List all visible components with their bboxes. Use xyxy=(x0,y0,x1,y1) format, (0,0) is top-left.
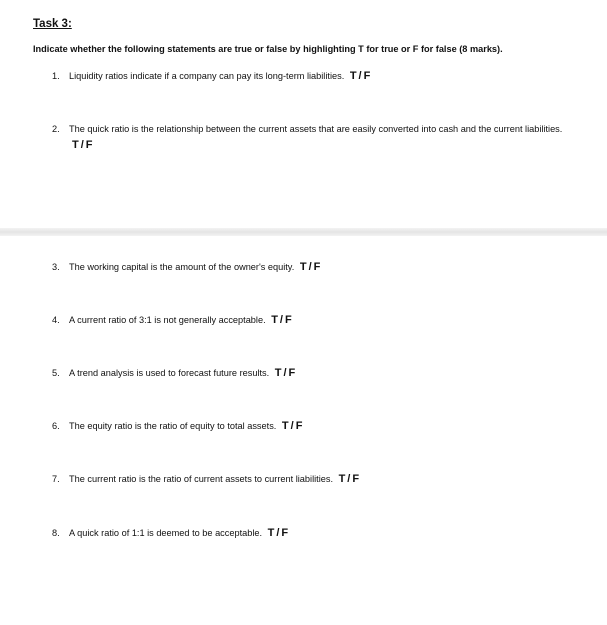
false-option[interactable]: F xyxy=(281,527,289,539)
false-option[interactable]: F xyxy=(288,367,296,379)
question-number: 6. xyxy=(52,421,60,431)
true-option[interactable]: T xyxy=(267,527,275,539)
choice-separator: / xyxy=(308,261,312,273)
question-7 xyxy=(52,471,582,487)
question-number: 7. xyxy=(52,474,60,484)
true-false-choice xyxy=(271,314,292,326)
question-4 xyxy=(52,312,582,328)
choice-separator: / xyxy=(358,70,362,82)
true-false-choice xyxy=(282,420,303,432)
true-option[interactable]: T xyxy=(274,367,282,379)
choice-separator: / xyxy=(276,527,280,539)
question-number: 5. xyxy=(52,368,60,378)
true-option[interactable]: T xyxy=(281,420,289,432)
true-false-choice xyxy=(350,70,371,82)
false-option[interactable]: F xyxy=(352,473,360,485)
true-option[interactable]: T xyxy=(271,314,278,326)
choice-separator: / xyxy=(290,420,294,432)
question-2 xyxy=(52,121,582,153)
choice-separator: / xyxy=(80,139,84,151)
question-1 xyxy=(52,68,582,84)
true-option[interactable]: T xyxy=(299,261,307,273)
document-page-1 xyxy=(0,0,607,228)
true-false-choice xyxy=(275,367,296,379)
question-number: 3. xyxy=(52,262,60,272)
question-8 xyxy=(52,525,582,541)
choice-separator: / xyxy=(283,367,287,379)
question-text: The equity ratio is the ratio of equity to total assets. xyxy=(69,421,277,431)
question-text: Liquidity ratios indicate if a company can pay its long-term liabilities. xyxy=(69,71,345,81)
true-false-choice xyxy=(300,261,321,273)
question-text: A quick ratio of 1:1 is deemed to be acceptable. xyxy=(69,528,263,538)
question-number: 1. xyxy=(52,71,60,81)
false-option[interactable]: F xyxy=(284,314,292,326)
question-3 xyxy=(52,259,582,275)
instruction-text: Indicate whether the following statements are true or false by highlighting T for true or F for false (8 marks). xyxy=(33,44,503,54)
true-false-choice xyxy=(72,139,93,151)
question-text: A current ratio of 3:1 is not generally acceptable. xyxy=(69,315,266,325)
document-page-2 xyxy=(0,236,607,625)
question-number: 2. xyxy=(52,124,60,134)
question-text: A trend analysis is used to forecast future results. xyxy=(69,368,270,378)
true-option[interactable]: T xyxy=(72,139,79,151)
true-false-choice xyxy=(339,473,360,485)
question-text: The working capital is the amount of the owner's equity. xyxy=(69,262,295,272)
task-title: Task 3: xyxy=(33,18,72,30)
false-option[interactable]: F xyxy=(363,70,371,82)
false-option[interactable]: F xyxy=(313,261,321,273)
question-number: 4. xyxy=(52,315,60,325)
true-option[interactable]: T xyxy=(349,70,357,82)
question-text: The quick ratio is the relationship between the current assets that are easily converted into cash and the current liabilities. xyxy=(69,124,563,134)
choice-separator: / xyxy=(347,473,351,485)
choice-separator: / xyxy=(279,314,283,326)
question-6 xyxy=(52,418,582,434)
page-break xyxy=(0,228,607,236)
false-option[interactable]: F xyxy=(295,420,303,432)
question-number: 8. xyxy=(52,528,60,538)
question-5 xyxy=(52,365,582,381)
true-option[interactable]: T xyxy=(338,473,346,485)
true-false-choice xyxy=(268,527,289,539)
false-option[interactable]: F xyxy=(85,139,93,151)
question-text: The current ratio is the ratio of current assets to current liabilities. xyxy=(69,474,333,484)
